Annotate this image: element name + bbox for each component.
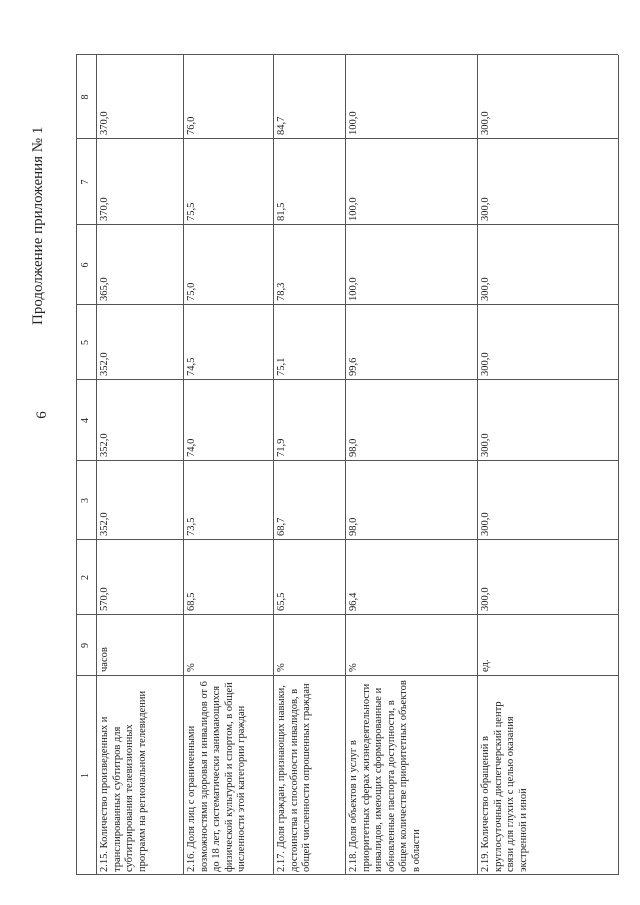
table-border bbox=[273, 55, 274, 875]
page-header: Продолжение приложения № 1 bbox=[30, 126, 46, 325]
row-value: 300,0 bbox=[480, 352, 491, 376]
row-label: 2.16. Доля лиц с ограниченными возможностями здоровья и инвалидов от 6 до 18 лет, систематически занимающихся физической культурой и спортом, в общей численности этой категории граждан bbox=[186, 681, 247, 872]
row-value: 78,3 bbox=[276, 282, 287, 301]
row-value: 352,0 bbox=[99, 433, 110, 457]
column-header: 2 bbox=[80, 575, 91, 580]
table-border bbox=[76, 224, 618, 225]
column-header: 9 bbox=[80, 643, 91, 648]
row-value: 300,0 bbox=[480, 433, 491, 457]
table-border bbox=[76, 304, 618, 305]
table-border bbox=[76, 539, 618, 540]
table-border bbox=[183, 55, 184, 875]
row-value: 100,0 bbox=[348, 277, 359, 301]
row-value: 99,6 bbox=[348, 357, 359, 376]
row-value: 100,0 bbox=[348, 111, 359, 135]
row-unit: % bbox=[348, 663, 359, 672]
row-value: 96,4 bbox=[348, 592, 359, 611]
row-value: 352,0 bbox=[99, 352, 110, 376]
row-unit: часов bbox=[99, 647, 110, 672]
column-header: 1 bbox=[80, 773, 91, 778]
row-unit: ед. bbox=[480, 659, 491, 672]
row-value: 370,0 bbox=[99, 111, 110, 135]
row-value: 75,0 bbox=[186, 282, 197, 301]
table-border bbox=[76, 55, 77, 875]
row-value: 370,0 bbox=[99, 197, 110, 221]
table-border bbox=[76, 138, 618, 139]
row-value: 76,0 bbox=[186, 116, 197, 135]
table-border bbox=[96, 55, 97, 875]
row-value: 570,0 bbox=[99, 587, 110, 611]
row-value: 98,0 bbox=[348, 517, 359, 536]
row-value: 300,0 bbox=[480, 277, 491, 301]
row-unit: % bbox=[186, 663, 197, 672]
row-value: 65,5 bbox=[276, 592, 287, 611]
table-border bbox=[345, 55, 346, 875]
column-header: 6 bbox=[80, 262, 91, 268]
row-label: 2.18. Доля объектов и услуг в приоритетных сферах жизнедеятельности инвалидов, имеющих сформированные и обновленные паспорта доступности, в общем количестве приоритетных объектов в области bbox=[348, 680, 422, 872]
table-border bbox=[76, 675, 618, 676]
row-label: 2.19. Количество обращений в круглосуточный диспетчерский центр связи для глухих с целью оказания экстренной и иной bbox=[480, 701, 529, 872]
row-value: 300,0 bbox=[480, 197, 491, 221]
row-value: 300,0 bbox=[480, 512, 491, 536]
row-value: 74,5 bbox=[186, 357, 197, 376]
table-border bbox=[76, 614, 618, 615]
table-border bbox=[76, 460, 618, 461]
row-value: 73,5 bbox=[186, 517, 197, 536]
data-table bbox=[76, 10, 618, 875]
row-value: 81,5 bbox=[276, 202, 287, 221]
row-value: 71,9 bbox=[276, 438, 287, 457]
column-header: 5 bbox=[80, 340, 91, 345]
table-border bbox=[76, 379, 618, 380]
row-value: 98,0 bbox=[348, 438, 359, 457]
row-label: 2.17. Доля граждан, признающих навыки, достоинства и способности инвалидов, в общей численности опрошенных граждан bbox=[276, 683, 312, 872]
column-header: 8 bbox=[80, 94, 91, 100]
row-value: 84,7 bbox=[276, 116, 287, 135]
row-value: 300,0 bbox=[480, 587, 491, 611]
column-header: 3 bbox=[80, 498, 91, 503]
row-value: 74,0 bbox=[186, 438, 197, 457]
row-value: 75,1 bbox=[276, 357, 287, 376]
row-value: 100,0 bbox=[348, 197, 359, 221]
row-unit: % bbox=[276, 663, 287, 672]
column-header: 7 bbox=[80, 179, 91, 185]
table-border bbox=[76, 54, 618, 55]
row-label: 2.15. Количество произведенных и транслированных субтитров для субтитрирования телевизионных программ на региональном телевидении bbox=[99, 690, 148, 872]
page-number: 6 bbox=[34, 411, 50, 419]
row-value: 352,0 bbox=[99, 512, 110, 536]
row-value: 68,7 bbox=[276, 517, 287, 536]
table-border bbox=[76, 874, 618, 875]
row-value: 68,5 bbox=[186, 592, 197, 611]
row-value: 75,5 bbox=[186, 202, 197, 221]
table-border bbox=[618, 55, 619, 875]
table-border bbox=[477, 55, 478, 875]
row-value: 300,0 bbox=[480, 111, 491, 135]
column-header: 4 bbox=[80, 418, 91, 423]
row-value: 365,0 bbox=[99, 277, 110, 301]
